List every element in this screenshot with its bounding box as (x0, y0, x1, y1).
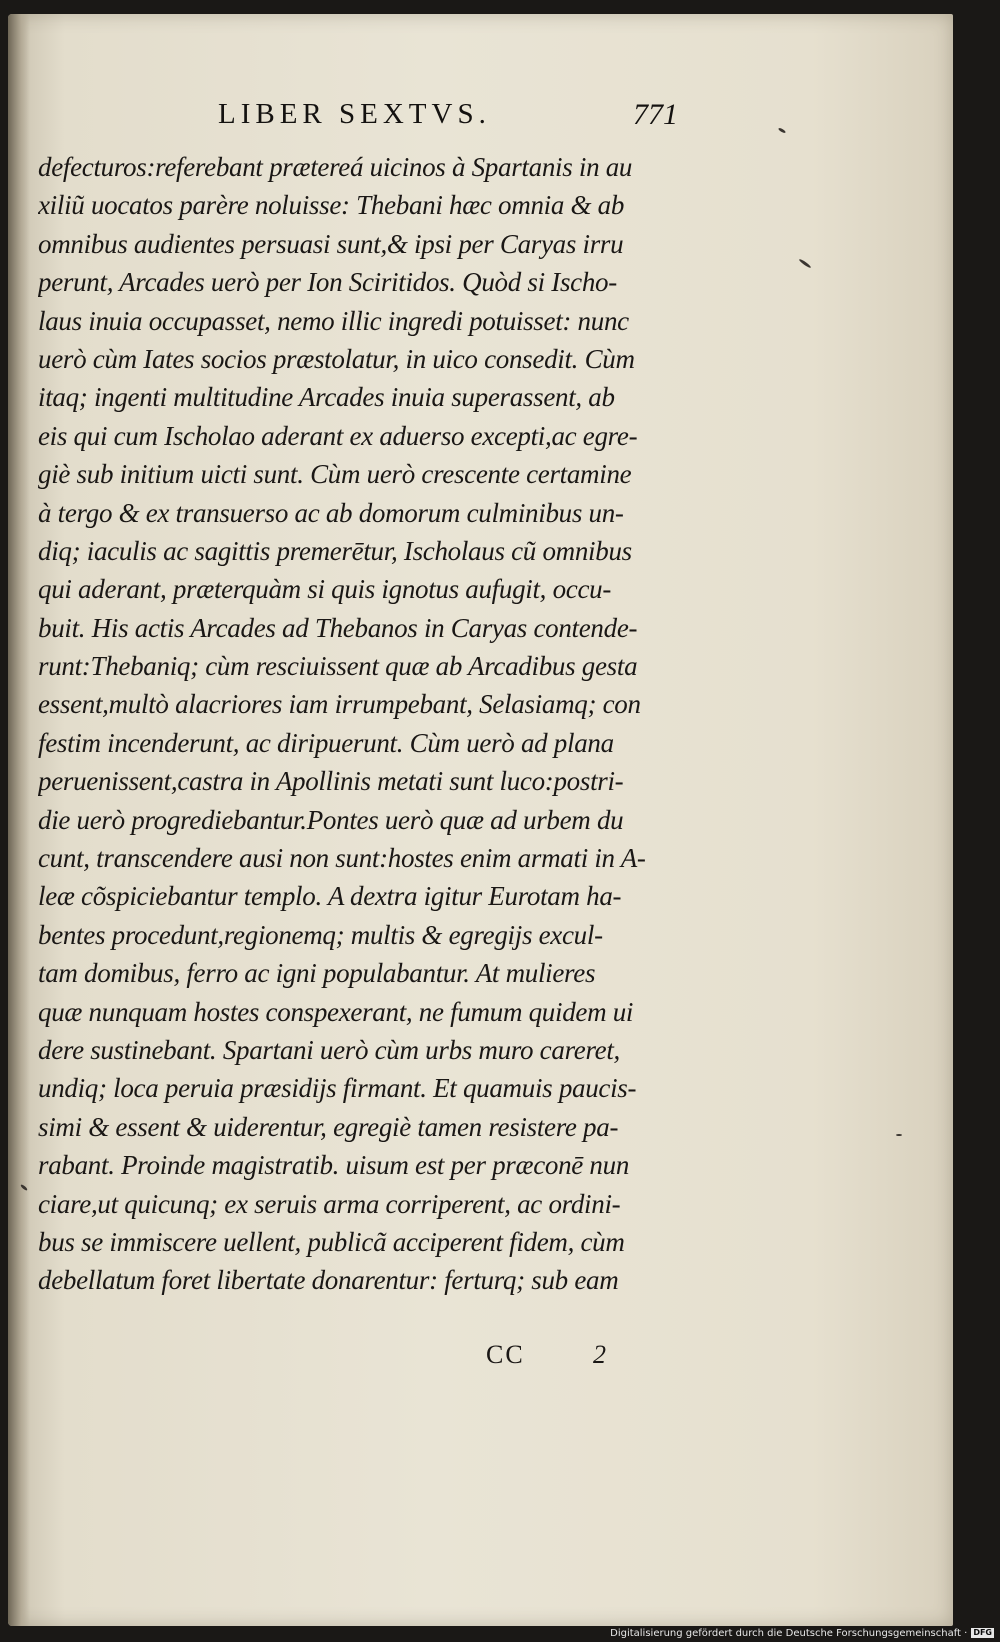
text-line: defecturos:referebant prætereá uicinos à Spartanis in au (38, 152, 633, 182)
running-head: LIBER SEXTVS. (218, 98, 491, 130)
text-line: cunt, transcendere ausi non sunt:hostes enim armati in A- (38, 843, 646, 874)
text-line: perunt, Arcades uerò per Ion Sciritidos. Quòd si Ischo- (38, 267, 617, 298)
text-line: debellatum foret libertate donarentur: ferturq; sub eam (38, 1265, 619, 1296)
text-line: giè sub initium uicti sunt. Cùm uerò crescente certamine (38, 459, 632, 490)
text-line: quæ nunquam hostes conspexerant, ne fumum quidem ui (38, 996, 634, 1027)
text-line: runt:Thebaniq; cùm resciuissent quæ ab Arcadibus gesta (38, 651, 638, 682)
text-line: bentes procedunt,regionemq; multis & egregijs excul- (38, 919, 603, 950)
text-line: uerò cùm Iates socios præstolatur, in uico consedit. Cùm (38, 343, 635, 374)
text-line: à tergo & ex transuerso ac ab domorum culminibus un- (38, 497, 624, 528)
text-line: dere sustinebant. Spartani uerò cùm urbs muro careret, (38, 1034, 620, 1065)
book-page (8, 14, 953, 1626)
text-line: xiliũ uocatos parère noluisse: Thebani hæc omnia & ab (38, 190, 625, 221)
page-gutter-shadow (8, 14, 30, 1626)
signature-mark: CC (486, 1340, 525, 1369)
text-line: simi & essent & uiderentur, egregiè tamen resistere pa- (38, 1111, 619, 1142)
text-line: qui aderant, præterquàm si quis ignotus aufugit, occu- (38, 574, 612, 605)
digitization-credit (610, 1626, 994, 1640)
text-line: peruenissent,castra in Apollinis metati sunt luco:postri- (38, 766, 624, 797)
text-line: laus inuia occupasset, nemo illic ingredi potuisset: nunc (38, 305, 629, 336)
text-line: rabant. Proinde magistratib. uisum est per præconē nun (38, 1150, 630, 1181)
text-line: omnibus audientes persuasi sunt,& ipsi per Caryas irru (38, 228, 624, 259)
folio-number: 771 (633, 98, 678, 131)
text-line: diq; iaculis ac sagittis premerētur, Ischolaus cũ omnibus (38, 535, 632, 566)
dfg-logo: DFG (973, 1628, 992, 1637)
text-line: tam domibus, ferro ac igni populabantur. At mulieres (38, 958, 596, 989)
body-text (38, 148, 718, 1300)
text-line: bus se immiscere uellent, publicã acciperent fidem, cùm (38, 1226, 625, 1257)
credit-text: Digitalisierung gefördert durch die Deutsche Forschungsgemeinschaft · (610, 1627, 968, 1639)
paper-speck (896, 1134, 902, 1136)
text-line: festim incenderunt, ac diripuerunt. Cùm uerò ad plana (38, 727, 614, 758)
text-line: eis qui cum Ischolao aderant ex aduerso excepti,ac egre- (38, 420, 638, 451)
page-header (8, 94, 953, 134)
text-line: ciare,ut quicunq; ex seruis arma corriperent, ac ordini- (38, 1188, 621, 1219)
text-line: undiq; loca peruia præsidijs firmant. Et quamuis paucis- (38, 1073, 637, 1104)
text-line: die uerò progrediebantur.Pontes uerò quæ ad urbem du (38, 804, 624, 835)
text-line: leæ cõspiciebantur templo. A dextra igitur Eurotam ha- (38, 881, 622, 912)
text-line: essent,multò alacriores iam irrumpebant, Selasiamq; con (38, 689, 641, 720)
text-line: itaq; ingenti multitudine Arcades inuia superassent, ab (38, 382, 615, 413)
signature-number: 2 (593, 1340, 606, 1369)
paper-speck (798, 258, 811, 268)
text-line: buit. His actis Arcades ad Thebanos in Caryas contende- (38, 612, 638, 643)
